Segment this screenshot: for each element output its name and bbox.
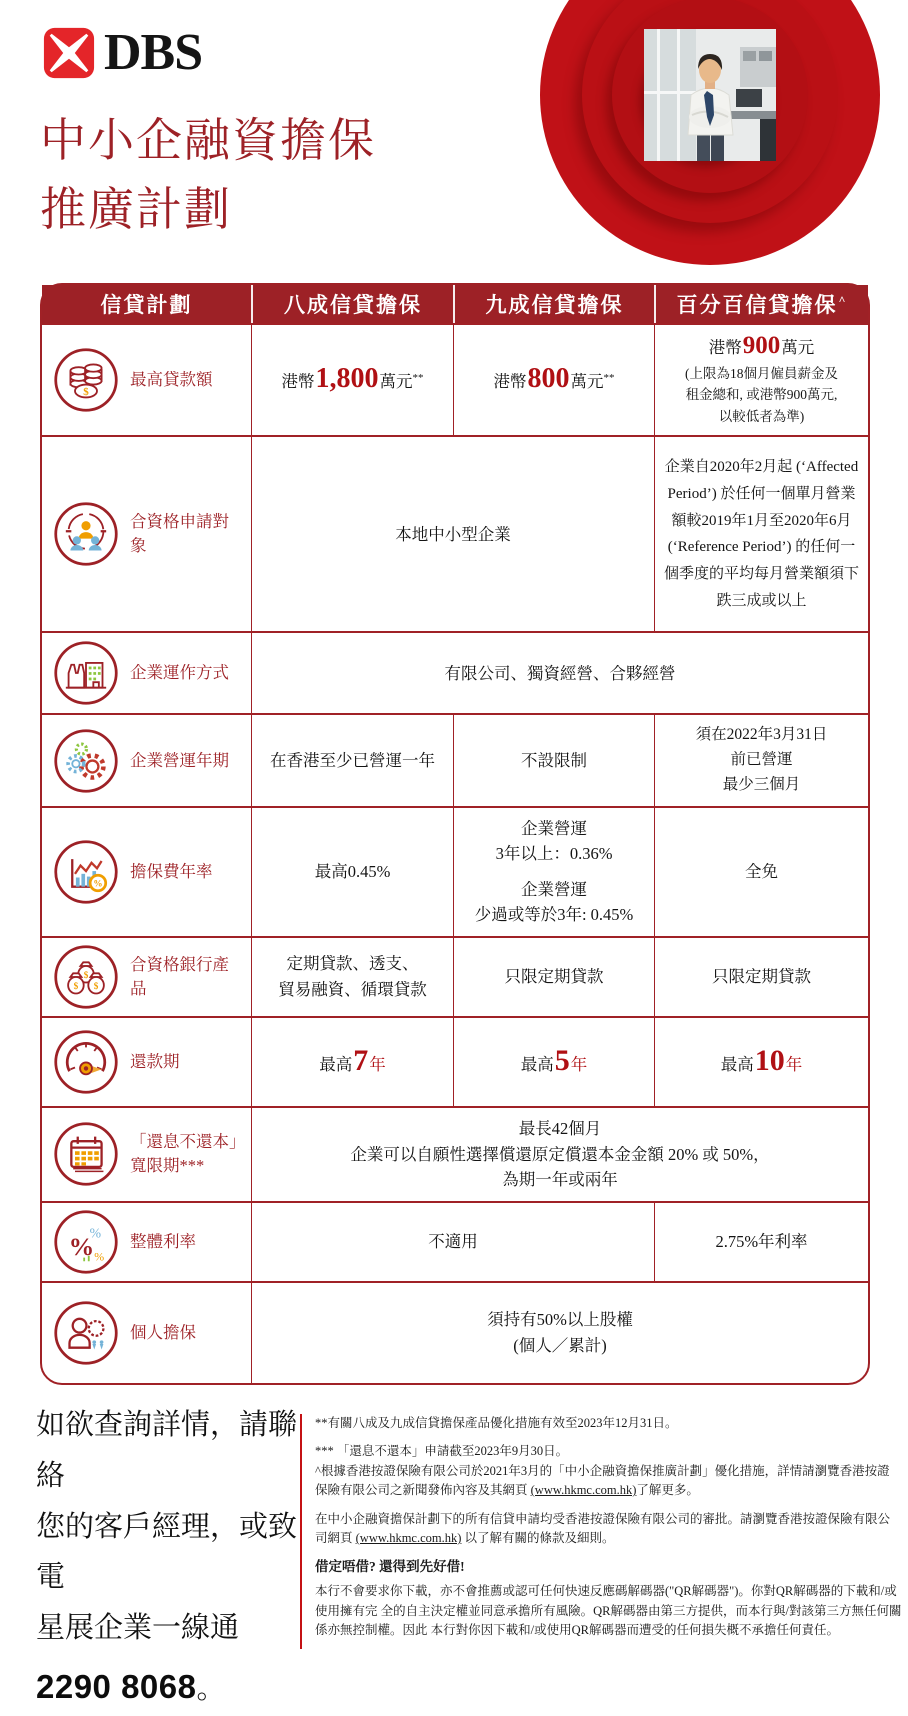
borrow-warning: 借定唔借? 還得到先好借!: [315, 1559, 465, 1575]
persons-icon: [53, 1300, 119, 1366]
footnote-4-post: 以了解有關的條款及細則。: [461, 1530, 615, 1545]
chart-percent-icon: [53, 839, 119, 905]
header-100pct-text: 百分百信貸擔保: [676, 293, 838, 317]
contact-line2: 您的客戶經理，或致電: [36, 1510, 298, 1594]
row-label: 擔保費年率: [130, 861, 213, 881]
applicants-icon: [53, 501, 119, 567]
hkmc-link-2[interactable]: (www.hkmc.com.hk): [355, 1530, 462, 1545]
hero-circles: [540, 0, 880, 265]
row-principal-holiday: [42, 1106, 868, 1201]
row-label: 企業營運年期: [130, 750, 229, 770]
unit: 萬元: [379, 372, 413, 392]
applicant-local-sme: 本地中小型企業: [251, 437, 654, 631]
max-loan-100-note: (上限為18個月僱員薪金及 租金總和, 或港幣900萬元, 以較低者為準): [685, 365, 838, 424]
years-100: 須在2022年3月31日 前已營運 最少三個月: [654, 715, 868, 805]
svg-text:$: $: [83, 386, 89, 399]
repayment-label-cell: [42, 1018, 251, 1106]
footnote-1: **有關八成及九成信貸擔保產品優化措施有效至2023年12月31日。: [315, 1416, 678, 1430]
row-label: 「還息不還本」 寬限期***: [130, 1132, 246, 1176]
contact-block: [36, 1400, 304, 1716]
row-label: 還款期: [130, 1052, 180, 1072]
amount: 1,800: [315, 363, 379, 395]
amount: 900: [742, 332, 781, 359]
header-80pct: 八成信貸擔保: [251, 285, 453, 323]
footnote-marker: **: [603, 372, 615, 385]
products-80: 定期貸款、透支、 貿易融資、循環貸款: [251, 938, 453, 1016]
svg-text:%: %: [94, 1249, 105, 1264]
hero-ring-inner: [612, 0, 808, 193]
amount: 800: [527, 363, 570, 395]
gauge-icon: [53, 1029, 119, 1095]
svg-text:%: %: [93, 878, 103, 889]
fee-100: 全免: [654, 808, 868, 936]
footnote-2: *** 「還息不還本」申請截至2023年9月30日。: [315, 1444, 569, 1459]
fee-90: 企業營運 3年以上：0.36% 企業營運 少過或等於3年: 0.45%: [453, 808, 654, 936]
footnote-4-text: 在中小企融資擔保計劃下的所有信貸申請均受香港按證保險有限公司的審批。請瀏覽香港按證保險有限公司網頁: [315, 1511, 891, 1545]
footnote-3-post: 了解更多。: [636, 1483, 699, 1498]
fee-label-cell: [42, 808, 251, 936]
dbs-logo: [42, 26, 202, 80]
repayment-90: 最高5年: [453, 1018, 654, 1106]
guarantee-label-cell: [42, 1283, 251, 1383]
years-90: 不設限制: [453, 715, 654, 805]
row-label: 個人擔保: [130, 1322, 196, 1342]
hotline: [36, 1658, 304, 1716]
header-90pct: 九成信貸擔保: [453, 285, 654, 323]
row-label: 合資格銀行產品: [130, 955, 229, 998]
products-label-cell: [42, 938, 251, 1016]
page-title-line2: 推廣計劃: [40, 184, 232, 235]
footnote-4: [315, 1510, 902, 1549]
row-bank-products: [42, 936, 868, 1016]
coins-icon: [53, 347, 119, 413]
hero-ring: [582, 0, 838, 223]
currency-prefix: 港幣: [708, 338, 742, 357]
max-loan-100: [654, 325, 868, 435]
unit: 萬元: [570, 372, 604, 392]
row-operation-years: [42, 713, 868, 805]
hotline-number: 2290 8068: [36, 1667, 197, 1705]
products-90: 只限定期貸款: [453, 938, 654, 1016]
guarantee-terms: 須持有50%以上股權 (個人／累計): [251, 1283, 868, 1383]
row-label: 合資格申請對象: [130, 512, 229, 556]
max-loan-90: [453, 325, 654, 435]
repayment-100: 最高10年: [654, 1018, 868, 1106]
qr-disclaimer: 本行不會要求你下載，亦不會推薦或認可任何快速反應碼解碼器("QR解碼器")。你對QR解碼器的下載和/或使用擁有完 全的自主決定權並同意承擔所有風險。QR解碼器由第三方提供，而本行與/對該第三方無任何關係亦無控制權。因此 本行對你因下載和/或使用QR解碼器而遭受的任何損失概不承擔任何責任。: [315, 1584, 902, 1637]
currency-prefix: 港幣: [493, 372, 527, 392]
header-100pct-sup: ^: [838, 292, 848, 307]
table-header-row: [42, 285, 868, 323]
row-guarantee-fee: [42, 806, 868, 936]
row-operation-mode: [42, 631, 868, 713]
svg-text:$: $: [73, 980, 79, 991]
holiday-terms: 最長42個月 企業可以自願性選擇償還原定償還本金金額 20% 或 50%， 為期一年或兩年: [251, 1108, 868, 1201]
row-label: 整體利率: [130, 1231, 196, 1251]
applicant-100-condition: 企業自2020年2月起 (‘Affected Period’) 於任何一個單月營業額較2019年1月至2020年6月(‘Reference Period’) 的任何一個季度的平均每月營業額須下跌三成或以上: [654, 437, 868, 631]
page-title: [40, 106, 376, 244]
row-personal-guarantee: [42, 1281, 868, 1383]
row-interest-rate: [42, 1201, 868, 1281]
calendar-icon: [53, 1121, 119, 1187]
factory-icon: [53, 640, 119, 706]
contact-line1: 如欲查詢詳情，請聯絡: [36, 1409, 298, 1492]
dbs-mark-icon: [42, 26, 96, 80]
max-loan-80: [251, 325, 453, 435]
row-label: 最高貸款額: [130, 370, 213, 390]
hkmc-link-1[interactable]: (www.hkmc.com.hk): [530, 1483, 637, 1498]
max-loan-label-cell: [42, 325, 251, 435]
svg-text:$: $: [83, 969, 89, 980]
rate-not-applicable: 不適用: [251, 1203, 654, 1281]
years-80: 在香港至少已營運一年: [251, 715, 453, 805]
currency-prefix: 港幣: [281, 372, 315, 392]
period: 。: [196, 1672, 226, 1705]
moneybags-icon: [53, 944, 119, 1010]
row-label: 企業運作方式: [130, 663, 229, 683]
applicant-label-cell: [42, 437, 251, 631]
gears-icon: [53, 728, 119, 794]
row-max-loan: [42, 323, 868, 435]
footnote-3-text: ^根據香港按證保險有限公司於2021年3月的「中小企融資擔保推廣計劃」優化措施，詳情請瀏覽香港按證保險有限公司之新聞發佈內容及其網頁: [315, 1463, 890, 1498]
contact-line3: 星展企業一線通: [36, 1612, 240, 1644]
footnotes-block: [300, 1414, 902, 1649]
row-applicant: [42, 435, 868, 631]
fee-80: 最高0.45%: [251, 808, 453, 936]
operation-label-cell: [42, 633, 251, 713]
svg-text:%: %: [89, 1225, 102, 1241]
products-100: 只限定期貸款: [654, 938, 868, 1016]
svg-text:$: $: [93, 980, 99, 991]
svg-text:%: %: [68, 1231, 95, 1261]
header-credit-plan: 信貸計劃: [100, 293, 193, 317]
row-repayment: [42, 1016, 868, 1106]
rate-100: 2.75%年利率: [654, 1203, 868, 1281]
operation-mode-value: 有限公司、獨資經營、合夥經營: [251, 633, 868, 713]
rate-label-cell: [42, 1203, 251, 1281]
repayment-80: 最高7年: [251, 1018, 453, 1106]
header-100pct: [654, 285, 868, 323]
guarantee-table: [40, 283, 870, 1385]
holiday-label-cell: [42, 1108, 251, 1201]
dbs-wordmark: DBS: [104, 24, 203, 81]
footnote-marker: **: [412, 372, 424, 385]
unit: 萬元: [781, 338, 815, 357]
percent-icon: [53, 1209, 119, 1275]
page-title-line1: 中小企融資擔保: [40, 115, 376, 166]
years-label-cell: [42, 715, 251, 805]
footnote-2-3: [315, 1442, 902, 1500]
businessman-photo: [644, 29, 776, 161]
